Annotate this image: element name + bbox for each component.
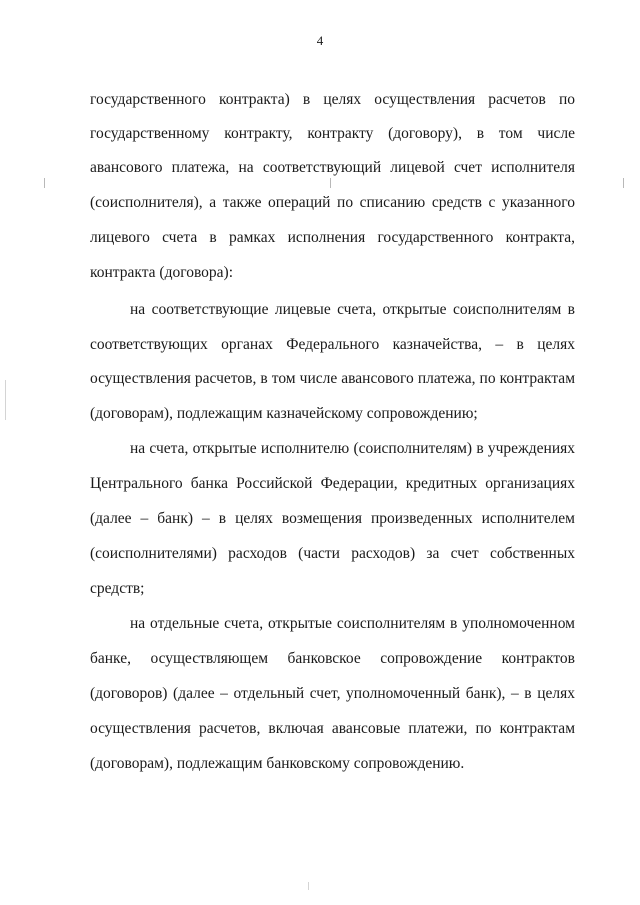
text-line: контракта (договора): bbox=[90, 264, 234, 281]
text-line: осуществления расчетов, включая авансовые платежи, по контрактам bbox=[90, 720, 575, 737]
scan-artifact bbox=[623, 178, 624, 188]
text-line: (договорам), подлежащим казначейскому сопровождению; bbox=[90, 405, 478, 422]
text-line: (соисполнителями) расходов (части расходов) за счет собственных bbox=[90, 545, 575, 562]
text-line: Центрального банка Российской Федерации, кредитных организациях bbox=[90, 475, 575, 492]
scan-artifact bbox=[44, 178, 45, 188]
text-line: (договорам), подлежащим банковскому сопровождению. bbox=[90, 755, 465, 772]
text-line: осуществления расчетов, в том числе авансового платежа, по контрактам bbox=[90, 370, 575, 387]
text-line: авансового платежа, на соответствующий лицевой счет исполнителя bbox=[90, 159, 575, 176]
scan-artifact bbox=[330, 178, 331, 188]
text-line: государственного контракта) в целях осуществления расчетов по bbox=[90, 91, 575, 108]
page-number: 4 bbox=[316, 33, 324, 48]
text-line: средств; bbox=[90, 580, 145, 597]
text-line: соответствующих органах Федерального казначейства, – в целях bbox=[90, 336, 575, 353]
text-line: государственному контракту, контракту (договору), в том числе bbox=[90, 125, 575, 142]
text-line: (далее – банк) – в целях возмещения произведенных исполнителем bbox=[90, 510, 575, 527]
text-line: банке, осуществляющем банковское сопровождение контрактов bbox=[90, 650, 575, 667]
text-line: на соответствующие лицевые счета, открытые соисполнителям в bbox=[130, 301, 575, 318]
text-line: (договоров) (далее – отдельный счет, уполномоченный банк), – в целях bbox=[90, 685, 575, 702]
text-line: на отдельные счета, открытые соисполнителям в уполномоченном bbox=[130, 615, 575, 632]
scan-artifact bbox=[308, 882, 309, 890]
text-line: лицевого счета в рамках исполнения государственного контракта, bbox=[90, 229, 575, 246]
text-line: на счета, открытые исполнителю (соисполнителям) в учреждениях bbox=[130, 440, 575, 457]
scan-artifact bbox=[5, 380, 6, 420]
text-line: (соисполнителя), а также операций по списанию средств с указанного bbox=[90, 194, 575, 211]
